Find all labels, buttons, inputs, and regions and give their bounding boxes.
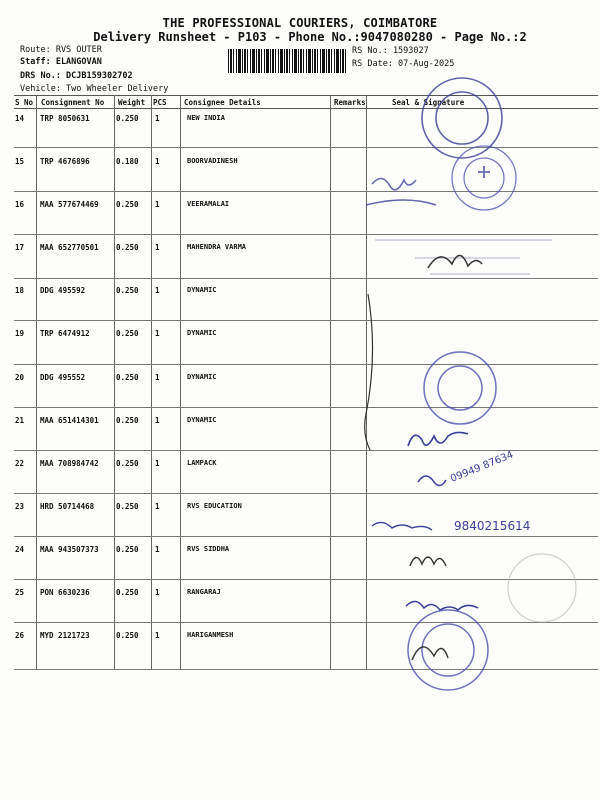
row-pcs: 1: [155, 373, 160, 382]
row-weight: 0.250: [116, 373, 139, 382]
row-weight: 0.250: [116, 459, 139, 468]
row-consignee: RANGARAJ: [187, 588, 221, 596]
row-consignee: RVS SIDDHA: [187, 545, 230, 553]
row-consignment: TRP 6474912: [40, 329, 90, 338]
row-consignment: MAA 708984742: [40, 459, 99, 468]
row-consignment: MAA 652770501: [40, 243, 99, 252]
row-pcs: 1: [155, 114, 160, 123]
signature: [410, 557, 446, 566]
col-divider: [114, 95, 115, 670]
row-pcs: 1: [155, 588, 160, 597]
signature: [418, 476, 446, 486]
row-divider: [14, 579, 598, 580]
row-consignee: HARIGANMESH: [187, 631, 234, 639]
row-consignee: LAMPACK: [187, 459, 217, 467]
row-sno: 17: [15, 243, 25, 252]
row-weight: 0.250: [116, 545, 139, 554]
row-divider: [14, 407, 598, 408]
staff-label: Staff: ELANGOVAN: [20, 57, 102, 67]
row-divider: [14, 147, 598, 148]
row-consignee: BOORVADINESH: [187, 157, 238, 165]
row-pcs: 1: [155, 545, 160, 554]
row-sno: 20: [15, 373, 25, 382]
row-divider: [14, 320, 598, 321]
signature: [372, 522, 432, 530]
col-divider: [330, 95, 331, 670]
row-sno: 15: [15, 157, 25, 166]
row-consignment: HRD 50714468: [40, 502, 95, 511]
col-divider: [151, 95, 152, 670]
row-pcs: 1: [155, 459, 160, 468]
signature: [412, 647, 448, 660]
row-sno: 23: [15, 502, 25, 511]
row-consignment: DDG 495552: [40, 373, 86, 382]
vehicle-label: Vehicle: Two Wheeler Delivery: [20, 84, 169, 94]
row-divider: [14, 191, 598, 192]
row-sno: 21: [15, 416, 25, 425]
row-pcs: 1: [155, 329, 160, 338]
row-weight: 0.250: [116, 502, 139, 511]
col-divider: [36, 95, 37, 670]
table-top-border: [14, 95, 598, 96]
drs-number: DRS No.: DCJB159302702: [20, 71, 133, 81]
row-weight: 0.250: [116, 286, 139, 295]
faded-stamp: [508, 554, 576, 622]
col-header-seal: Seal & Signature: [392, 98, 465, 107]
row-consignee: DYNAMIC: [187, 329, 217, 337]
row-divider: [14, 234, 598, 235]
handwritten-phone: 9840215614: [454, 519, 531, 533]
signature: [408, 432, 468, 446]
rectangular-stamp: [375, 240, 552, 274]
table-header-border: [14, 108, 598, 109]
col-header-consignment: Consignment No: [41, 98, 105, 107]
company-name: THE PROFESSIONAL COURIERS, COIMBATORE: [162, 16, 438, 30]
row-divider: [14, 450, 598, 451]
row-weight: 0.250: [116, 588, 139, 597]
row-consignee: DYNAMIC: [187, 416, 217, 424]
row-pcs: 1: [155, 243, 160, 252]
row-consignee: NEW INDIA: [187, 114, 225, 122]
row-sno: 19: [15, 329, 25, 338]
signature: [406, 601, 478, 610]
row-consignment: MAA 943507373: [40, 545, 99, 554]
row-sno: 25: [15, 588, 25, 597]
row-consignee: DYNAMIC: [187, 286, 217, 294]
row-divider: [14, 536, 598, 537]
row-consignment: DDG 495592: [40, 286, 86, 295]
row-consignee: VEERAMALAI: [187, 200, 230, 208]
company-seal-stamp: [424, 352, 496, 424]
row-weight: 0.250: [116, 329, 139, 338]
row-consignee: RVS EDUCATION: [187, 502, 242, 510]
row-consignment: MYD 2121723: [40, 631, 90, 640]
barcode: [228, 49, 346, 73]
row-weight: 0.250: [116, 416, 139, 425]
company-seal-stamp: [422, 78, 502, 158]
row-weight: 0.250: [116, 631, 139, 640]
signature: [428, 255, 482, 268]
row-pcs: 1: [155, 416, 160, 425]
row-weight: 0.250: [116, 243, 139, 252]
col-divider: [366, 95, 367, 670]
row-divider: [14, 364, 598, 365]
row-pcs: 1: [155, 502, 160, 511]
col-divider: [180, 95, 181, 670]
row-sno: 16: [15, 200, 25, 209]
row-consignment: MAA 577674469: [40, 200, 99, 209]
col-header-pcs: PCS: [153, 98, 167, 107]
handwritten-number: 09949 87634: [449, 449, 516, 485]
row-divider: [14, 669, 598, 670]
rs-date: RS Date: 07-Aug-2025: [352, 59, 455, 69]
row-pcs: 1: [155, 286, 160, 295]
row-consignee: MAHENDRA VARMA: [187, 243, 247, 251]
row-consignee: DYNAMIC: [187, 373, 217, 381]
row-divider: [14, 278, 598, 279]
col-header-remarks: Remarks: [334, 98, 366, 107]
row-sno: 22: [15, 459, 25, 468]
col-header-sno: S No: [15, 98, 34, 107]
row-consignment: MAA 651414301: [40, 416, 99, 425]
branch-seal-stamp: [452, 146, 516, 210]
row-consignment: TRP 8050631: [40, 114, 90, 123]
col-header-consignee: Consignee Details: [184, 98, 261, 107]
row-pcs: 1: [155, 631, 160, 640]
row-divider: [14, 493, 598, 494]
row-sno: 14: [15, 114, 25, 123]
runsheet-subtitle: Delivery Runsheet - P103 - Phone No.:9047080280 - Page No.:2: [93, 30, 527, 44]
row-pcs: 1: [155, 157, 160, 166]
row-consignment: PON 6630236: [40, 588, 90, 597]
row-weight: 0.250: [116, 200, 139, 209]
row-sno: 26: [15, 631, 25, 640]
row-sno: 24: [15, 545, 25, 554]
rs-number: RS No.: 1593027: [352, 46, 429, 56]
route-label: Route: RVS OUTER: [20, 45, 102, 55]
row-pcs: 1: [155, 200, 160, 209]
row-weight: 0.250: [116, 114, 139, 123]
row-sno: 18: [15, 286, 25, 295]
row-consignment: TRP 4676896: [40, 157, 90, 166]
row-weight: 0.180: [116, 157, 139, 166]
row-divider: [14, 622, 598, 623]
col-header-weight: Weight: [118, 98, 146, 107]
